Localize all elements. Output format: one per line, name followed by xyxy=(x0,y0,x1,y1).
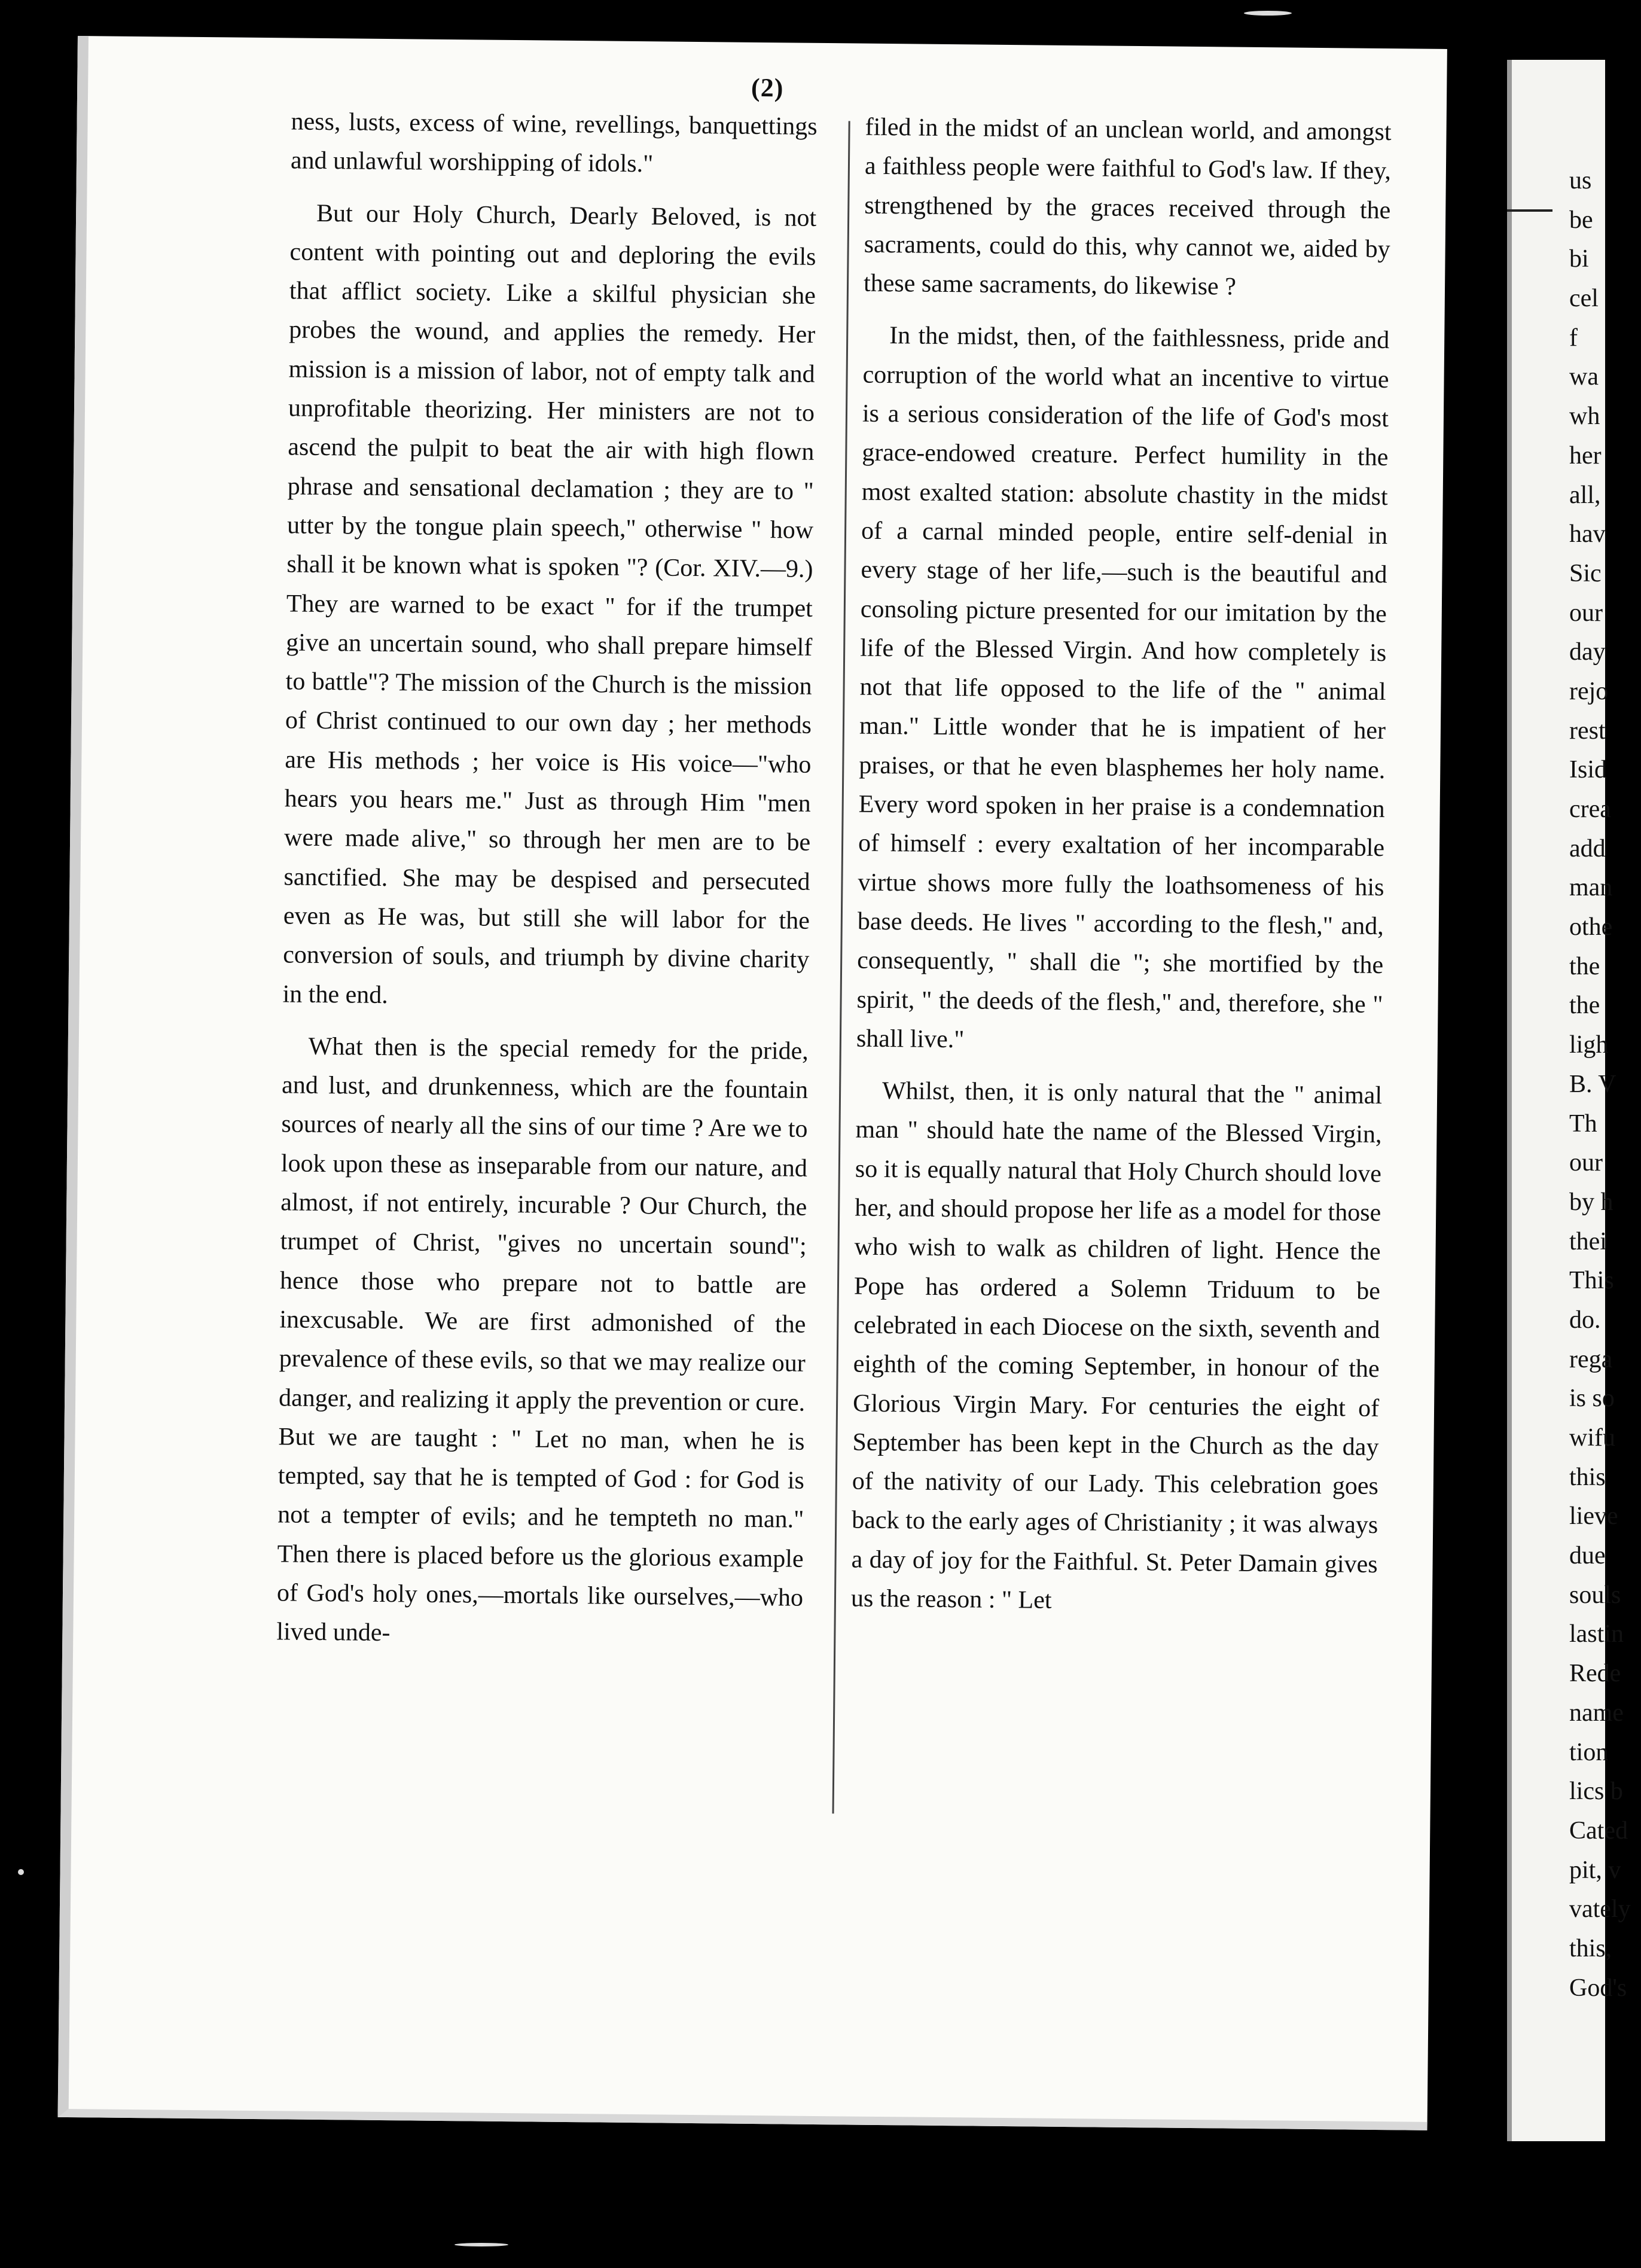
facing-page-fragment: This xyxy=(1569,1267,1614,1295)
facing-page-fragment: crea xyxy=(1569,795,1611,823)
facing-page-fragment: B. V xyxy=(1569,1070,1616,1098)
facing-page-fragment: this, xyxy=(1569,1934,1612,1962)
facing-page-fragment: lastin xyxy=(1569,1620,1624,1648)
facing-page-fragment: day xyxy=(1569,638,1606,666)
paragraph: Whilst, then, it is only natural that the " animal man " should hate the name of the Blessed Virgin, so it is equally natural that Holy Church should love her, and should propose her life as a model for those who wish to walk as children of light. Hence the Pope has ordered a Solemn Triduum to be celebrated in each Diocese on the sixth, seventh and eighth of the coming September, in honour of the Glorious Virgin Mary. For centuries the eight of September has been kept in the Church as the day of the nativity of our Lady. This celebration goes back to the early ages of Christianity ; it was always a day of joy for the Faithful. St. Peter Damain gives us the reason : " Let xyxy=(850,1077,1383,1614)
facing-page-fragment: the xyxy=(1569,992,1600,1020)
facing-page-fragment: Th xyxy=(1569,1109,1597,1138)
facing-page-fragment: Rede xyxy=(1569,1660,1621,1688)
facing-page-fragment: Cated xyxy=(1569,1816,1628,1845)
facing-page-fragment: us xyxy=(1569,167,1592,194)
facing-page-fragment: othe xyxy=(1569,913,1613,941)
facing-page-fragment: wa xyxy=(1569,363,1599,391)
facing-page-fragment: the xyxy=(1569,952,1600,980)
facing-page-fragment: tion xyxy=(1569,1738,1609,1766)
facing-page-fragment: rest xyxy=(1569,717,1606,745)
facing-page-fragment: Isid xyxy=(1569,756,1607,784)
scan-speck xyxy=(455,2243,508,2246)
facing-page-edge xyxy=(1507,60,1631,2141)
paragraph: In the midst, then, of the faithlessness, pride and corruption of the world what an incentive to virtue is a serious consideration of the life of God's most grace-endowed creature. Perfect humility in the most exalted station: absolute chastity in the midst of a carnal minded people, entire self-denial in every stage of her life,—such is the beautiful and consoling picture presented for our imitation by the life of the Blessed Virgin. And how completely is not that life opposed to the life of the " animal man." Little wonder that he is impatient of her praises, or that he even blasphemes her holy name. Every word spoken in her praise is a condemnation of himself : every exaltation of her incomparable virtue shows more fully the loathsomeness of his base deeds. He lives " according to the flesh," and, consequently, " shall die "; she mortified by the spirit, " the deeds of the flesh," and, therefore, she " shall live." xyxy=(856,322,1390,1054)
facing-page-fragment: this xyxy=(1569,1463,1606,1491)
paragraph: filed in the midst of an unclean world, and amongst a faithless people were faithful to God's law. If they, strengthened by the graces received through the sacraments, could do this, why cannot we, aided by these same sacraments, do likewise ? xyxy=(863,113,1392,301)
left-column xyxy=(276,102,818,1670)
facing-page-fragment: vately xyxy=(1569,1895,1631,1923)
facing-page-text xyxy=(1569,161,1641,2008)
facing-page-fragment: lieve xyxy=(1569,1502,1618,1531)
facing-page-fragment: our xyxy=(1569,599,1603,627)
paragraph: ness, lusts, excess of wine, revellings, banquettings and unlawful worshipping of idols." xyxy=(290,108,818,178)
facing-page-fragment: rejo xyxy=(1569,677,1609,705)
facing-page-fragment: is so xyxy=(1569,1385,1615,1413)
scan-speck xyxy=(1244,11,1292,16)
facing-page-fragment: f xyxy=(1569,324,1578,352)
facing-page-fragment: wh xyxy=(1569,403,1600,431)
facing-page-fragment: wifu xyxy=(1569,1424,1615,1452)
facing-page-fragment: add xyxy=(1569,834,1606,862)
facing-page-fragment: her xyxy=(1569,441,1602,470)
facing-page-fragment: bi xyxy=(1569,245,1589,273)
column-divider xyxy=(832,121,850,1813)
facing-page-fragment: be xyxy=(1569,206,1593,234)
facing-page-fragment: ligh xyxy=(1569,1031,1609,1059)
fold-mark xyxy=(1507,209,1552,212)
page-number: (2) xyxy=(751,72,784,103)
scan-speck xyxy=(18,1869,24,1875)
facing-page-fragment: cel xyxy=(1569,285,1599,313)
paragraph: But our Holy Church, Dearly Beloved, is not content with pointing out and deploring the evils that afflict society. Like a skilful physician she probes the wound, and applies the remedy. Her mission is a mission of labor, not of empty talk and unprofitable theorizing. Her ministers are not to ascend the pulpit to beat the air with high flown phrase and sensational declamation ; they are to " utter by the tongue plain speech," otherwise " how shall it be known what is spoken "? (Cor. XIV.—9.) They are warned to be exact " for if the trumpet give an uncertain sound, who shall prepare himself to battle"? The mission of the Church is the mission of Christ continued to our own day ; her methods are His methods ; her voice is His voice—"who hears you hears me." Just as through Him "men were made alive," so through her men are to be sanctified. She may be despised and persecuted even as He was, but still she will labor for the conversion of souls, and triumph by divine charity in the end. xyxy=(282,199,817,1009)
facing-page-fragment: Sic xyxy=(1569,559,1602,587)
facing-page-fragment: pit, v xyxy=(1569,1856,1621,1884)
facing-page-fragment: lics b xyxy=(1569,1778,1623,1806)
document-page xyxy=(58,36,1447,2130)
facing-page-fragment: thei xyxy=(1569,1227,1607,1255)
facing-page-fragment: by h xyxy=(1569,1188,1613,1216)
facing-page-fragment: man xyxy=(1569,874,1613,902)
paragraph: What then is the special remedy for the pride, and lust, and drunkenness, which are the fountain sources of nearly all the sins of our time ? Are we to look upon these as inseparable from our nature, and almost, if not entirely, incurable ? Our Church, the trumpet of Christ, "gives no uncertain sound"; hence those who prepare not to battle are inexcusable. We are first admonished of the prevalence of these evils, so that we may realize our danger, and realizing it apply the prevention or cure. But we are taught : " Let no man, when he is tempted, say that he is tempted of God : for God is not a tempter of evils; and he tempteth no man." Then there is placed before us the glorious example of God's holy ones,—mortals like ourselves,—who lived unde- xyxy=(276,1032,809,1647)
facing-page-fragment: our xyxy=(1569,1149,1603,1177)
facing-page-fragment: souls xyxy=(1569,1581,1621,1609)
facing-page-fragment: all, xyxy=(1569,481,1601,509)
facing-page-fragment: do. xyxy=(1569,1306,1601,1334)
facing-page-fragment: God's xyxy=(1569,1974,1627,2002)
facing-page-fragment: name xyxy=(1569,1699,1624,1727)
facing-page-fragment: hav xyxy=(1569,520,1606,548)
facing-page-fragment: due xyxy=(1569,1542,1606,1570)
facing-page-fragment: rega xyxy=(1569,1345,1613,1373)
right-column xyxy=(850,108,1391,1637)
